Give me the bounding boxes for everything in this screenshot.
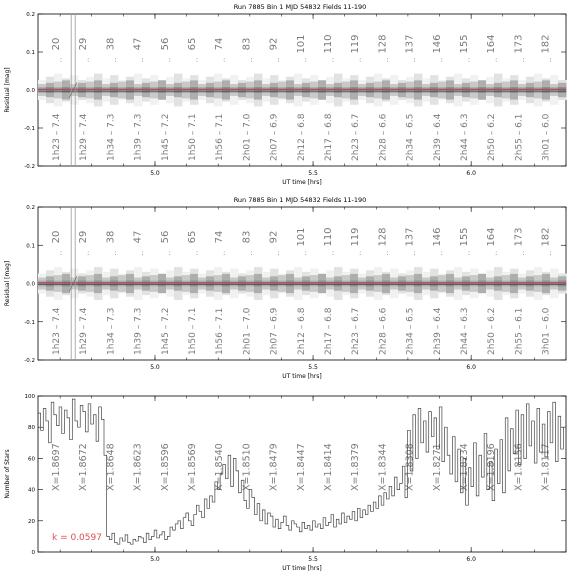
- x-axis-label: UT time [hrs]: [282, 565, 322, 572]
- time-airmass-label: 2h39 – 6.4: [432, 307, 443, 355]
- x-tick-label: 5.5: [308, 364, 318, 371]
- y-axis-label: Residual [mag]: [4, 67, 11, 113]
- time-airmass-label: 2h12 – 6.8: [296, 307, 307, 355]
- time-airmass-label: 1h29 – 7.4: [79, 307, 90, 355]
- airmass-label: X=1.8271: [431, 443, 443, 491]
- time-airmass-label: 2h12 – 6.8: [296, 113, 307, 161]
- field-dot-label: :: [223, 249, 226, 257]
- time-airmass-label: 1h23 – 7.4: [52, 113, 62, 161]
- y-tick-label: 0.1: [26, 243, 35, 250]
- time-airmass-label: 1h45 – 7.2: [160, 307, 171, 355]
- airmass-label: X=1.8596: [159, 443, 171, 491]
- field-dot-label: :: [250, 56, 253, 64]
- field-dot-label: :: [141, 56, 144, 64]
- x-tick-label: 5.5: [308, 556, 318, 563]
- time-airmass-label: 1h23 – 7.4: [52, 307, 62, 355]
- field-dot-label: :: [440, 56, 443, 64]
- airmass-label: X=1.8308: [404, 443, 416, 491]
- airmass-label: X=1.8569: [187, 443, 198, 491]
- x-tick-label: 6.0: [466, 364, 476, 371]
- chart-title: Run 7885 Bin 1 MJD 54832 Fields 11-190: [233, 3, 367, 11]
- time-airmass-label: 1h56 – 7.1: [215, 307, 226, 355]
- time-airmass-label: 1h45 – 7.2: [160, 113, 171, 161]
- field-dot-label: :: [549, 249, 552, 257]
- field-dot-label: :: [114, 249, 117, 257]
- time-airmass-label: 2h34 – 6.5: [405, 113, 416, 161]
- time-airmass-label: 2h07 – 6.9: [269, 307, 280, 355]
- airmass-label: X=1.8697: [51, 443, 62, 491]
- field-number-label: 56: [159, 37, 171, 51]
- time-airmass-label: 1h50 – 7.1: [188, 113, 198, 161]
- panel-1: [4, 3, 567, 186]
- field-number-label: 74: [214, 230, 226, 244]
- time-airmass-label: 2h17 – 6.8: [324, 113, 334, 161]
- x-tick-label: 6.0: [466, 170, 476, 177]
- x-tick-label: 5.0: [150, 364, 160, 371]
- field-number-label: 119: [350, 227, 362, 247]
- field-dot-label: :: [168, 249, 171, 257]
- y-tick-label: -0.2: [24, 164, 35, 170]
- y-tick-label: 0.2: [26, 12, 35, 18]
- field-dot-label: :: [331, 56, 335, 64]
- airmass-label: X=1.8234: [459, 443, 470, 491]
- field-dot-label: :: [141, 249, 144, 257]
- time-airmass-label: 2h55 – 6.1: [514, 113, 525, 161]
- y-tick-label: 0.1: [26, 50, 35, 56]
- panel-2: [4, 196, 567, 380]
- field-number-label: 155: [459, 227, 470, 247]
- field-dot-label: :: [522, 249, 525, 257]
- field-dot-label: :: [168, 56, 171, 64]
- time-airmass-label: 2h01 – 7.0: [242, 307, 253, 355]
- y-tick-label: 80: [28, 425, 35, 432]
- field-number-label: 173: [513, 34, 525, 54]
- airmass-label: X=1.8344: [377, 443, 389, 491]
- y-axis-label: Residual [mag]: [4, 260, 11, 307]
- field-number-label: 110: [323, 34, 334, 54]
- airmass-label: X=1.8196: [486, 443, 498, 491]
- field-dot-label: :: [440, 249, 443, 257]
- time-airmass-label: 2h07 – 6.9: [269, 113, 280, 161]
- chart-title: Run 7885 Bin 1 MJD 54832 Fields 11-190: [233, 196, 367, 204]
- field-number-label: 119: [350, 34, 362, 54]
- field-number-label: 173: [513, 227, 525, 247]
- field-dot-label: :: [413, 56, 416, 64]
- airmass-label: X=1.8648: [105, 443, 117, 491]
- time-airmass-label: 2h44 – 6.3: [460, 307, 470, 355]
- field-number-label: 182: [540, 34, 552, 54]
- field-number-label: 137: [404, 34, 416, 54]
- time-airmass-label: 2h34 – 6.5: [405, 307, 416, 355]
- time-airmass-label: 2h23 – 6.7: [351, 307, 362, 355]
- field-dot-label: :: [304, 56, 307, 64]
- field-number-label: 20: [51, 230, 62, 244]
- field-number-label: 74: [214, 37, 226, 51]
- airmass-label: X=1.8447: [295, 443, 307, 491]
- field-number-label: 38: [105, 37, 117, 51]
- airmass-label: X=1.8117: [540, 443, 552, 491]
- field-dot-label: :: [413, 249, 416, 257]
- field-number-label: 155: [459, 34, 470, 54]
- field-dot-label: :: [114, 56, 117, 64]
- y-axis-label: Number of Stars: [4, 449, 11, 499]
- field-number-label: 56: [159, 230, 171, 244]
- field-number-label: 83: [241, 230, 253, 244]
- field-number-label: 47: [132, 37, 144, 51]
- field-dot-label: :: [87, 56, 90, 64]
- x-tick-label: 5.0: [150, 556, 160, 563]
- field-dot-label: :: [549, 56, 552, 64]
- x-tick-label: 5.5: [308, 170, 318, 177]
- y-tick-label: 0.0: [26, 281, 35, 288]
- field-number-label: 101: [295, 34, 307, 54]
- y-tick-label: 0.0: [26, 88, 35, 94]
- field-number-label: 164: [486, 227, 498, 247]
- field-number-label: 110: [323, 227, 334, 247]
- time-airmass-label: 3h01 – 6.0: [541, 307, 552, 355]
- field-dot-label: :: [331, 249, 335, 257]
- field-number-label: 101: [295, 227, 307, 247]
- time-airmass-label: 2h39 – 6.4: [432, 113, 443, 161]
- field-dot-label: :: [87, 249, 90, 257]
- field-number-label: 65: [187, 37, 198, 51]
- x-tick-label: 5.0: [150, 170, 160, 177]
- field-dot-label: :: [59, 249, 63, 257]
- field-number-label: 92: [268, 37, 280, 51]
- field-number-label: 128: [377, 227, 389, 247]
- airmass-label: X=1.8379: [350, 443, 362, 491]
- field-dot-label: :: [195, 56, 199, 64]
- field-dot-label: :: [359, 56, 362, 64]
- time-airmass-label: 2h23 – 6.7: [351, 113, 362, 161]
- y-tick-label: -0.1: [24, 126, 35, 132]
- field-number-label: 47: [132, 230, 144, 244]
- extinction-coefficient-label: k = 0.0597: [52, 533, 102, 543]
- y-tick-label: 0.2: [26, 205, 35, 211]
- field-dot-label: :: [223, 56, 226, 64]
- time-airmass-label: 2h28 – 6.6: [378, 307, 389, 355]
- time-airmass-label: 1h34 – 7.3: [106, 307, 117, 355]
- field-dot-label: :: [386, 249, 389, 257]
- panel-3: [4, 394, 566, 572]
- airmass-label: X=1.8672: [78, 443, 90, 491]
- airmass-label: X=1.8540: [214, 443, 226, 491]
- field-dot-label: :: [359, 249, 362, 257]
- field-dot-label: :: [467, 56, 471, 64]
- field-dot-label: :: [59, 56, 63, 64]
- y-tick-label: 0: [31, 550, 35, 556]
- field-number-label: 146: [431, 227, 443, 247]
- time-airmass-label: 1h56 – 7.1: [215, 113, 226, 161]
- field-dot-label: :: [467, 249, 471, 257]
- time-airmass-label: 2h44 – 6.3: [460, 113, 470, 161]
- field-number-label: 182: [540, 227, 552, 247]
- field-number-label: 164: [486, 34, 498, 54]
- x-tick-label: 6.0: [466, 556, 476, 563]
- field-dot-label: :: [386, 56, 389, 64]
- time-airmass-label: 2h50 – 6.2: [487, 307, 498, 355]
- field-dot-label: :: [522, 56, 525, 64]
- field-dot-label: :: [495, 249, 498, 257]
- x-axis-label: UT time [hrs]: [282, 373, 322, 380]
- field-number-label: 137: [404, 227, 416, 247]
- field-number-label: 146: [431, 34, 443, 54]
- field-number-label: 38: [105, 230, 117, 244]
- time-airmass-label: 2h50 – 6.2: [487, 113, 498, 161]
- y-tick-label: 40: [28, 487, 35, 494]
- time-airmass-label: 2h55 – 6.1: [514, 307, 525, 355]
- time-airmass-label: 1h29 – 7.4: [79, 113, 90, 161]
- field-dot-label: :: [277, 249, 280, 257]
- time-airmass-label: 2h17 – 6.8: [324, 307, 334, 355]
- field-number-label: 128: [377, 34, 389, 54]
- time-airmass-label: 1h39 – 7.3: [133, 307, 144, 355]
- field-number-label: 20: [51, 37, 62, 51]
- field-number-label: 29: [78, 37, 90, 51]
- airmass-label: X=1.8479: [268, 443, 280, 491]
- airmass-label: X=1.8623: [132, 443, 144, 491]
- field-dot-label: :: [195, 249, 199, 257]
- time-airmass-label: 2h01 – 7.0: [242, 113, 253, 161]
- field-number-label: 83: [241, 37, 253, 51]
- field-dot-label: :: [277, 56, 280, 64]
- field-number-label: 65: [187, 230, 198, 244]
- airmass-label: X=1.8414: [323, 443, 334, 491]
- field-dot-label: :: [495, 56, 498, 64]
- x-axis-label: UT time [hrs]: [282, 179, 322, 186]
- field-dot-label: :: [304, 249, 307, 257]
- field-number-label: 92: [268, 230, 280, 244]
- y-tick-label: -0.2: [24, 358, 35, 364]
- y-tick-label: 20: [28, 518, 35, 525]
- airmass-label: X=1.8510: [241, 443, 253, 491]
- time-airmass-label: 1h39 – 7.3: [133, 113, 144, 161]
- airmass-label: X=1.8156: [513, 443, 525, 491]
- field-number-label: 29: [78, 230, 90, 244]
- y-tick-label: 100: [24, 394, 35, 400]
- time-airmass-label: 1h34 – 7.3: [106, 113, 117, 161]
- time-airmass-label: 2h28 – 6.6: [378, 113, 389, 161]
- y-tick-label: -0.1: [24, 319, 35, 326]
- time-airmass-label: 3h01 – 6.0: [541, 113, 552, 161]
- y-tick-label: 60: [28, 456, 35, 463]
- field-dot-label: :: [250, 249, 253, 257]
- time-airmass-label: 1h50 – 7.1: [188, 307, 198, 355]
